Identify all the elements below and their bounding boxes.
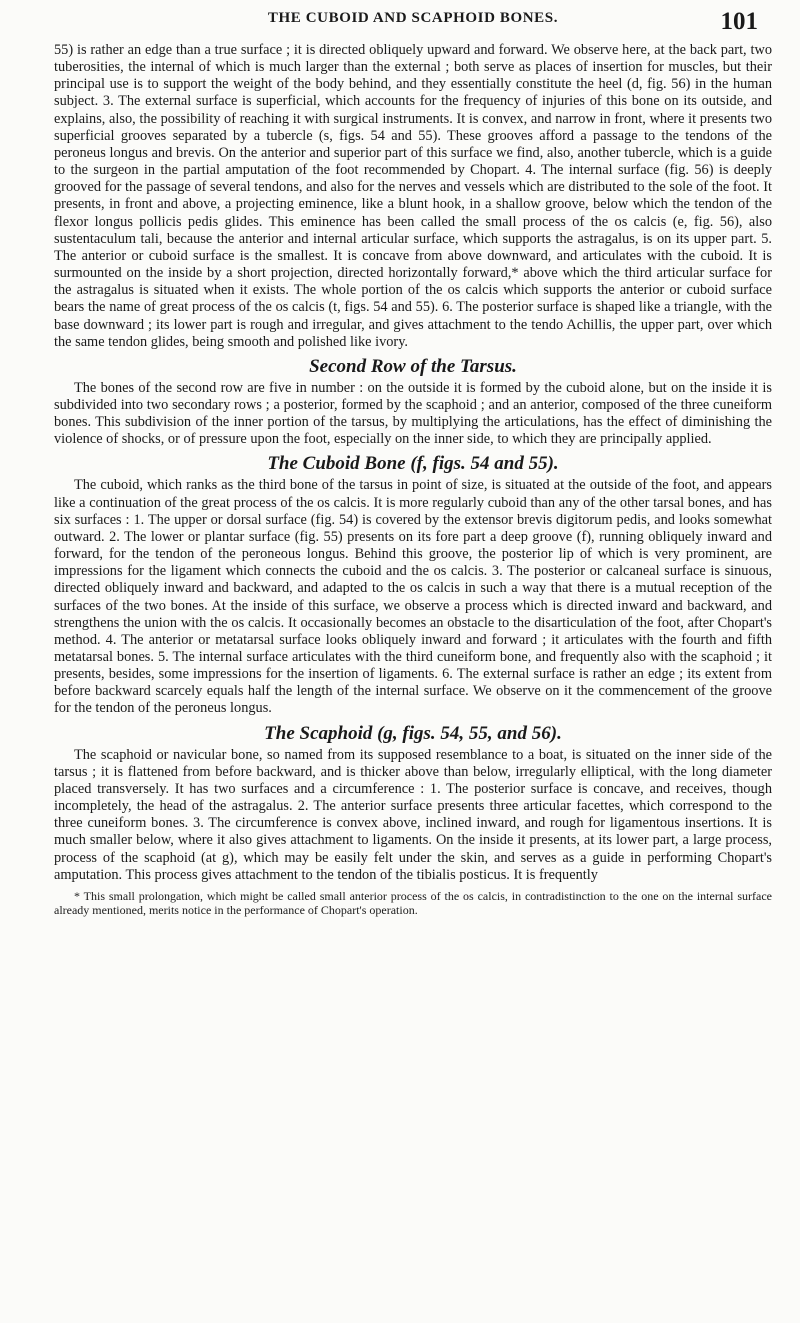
paragraph-os-calcis-continued: 55) is rather an edge than a true surface ; it is directed obliquely upward and forward. We observe here, at the back part, two tuberosities, the internal of which is much larger than the external ; both serve as places of insertion for muscles, but their principal use is to support the weight of the body behind, and they essentially constitute the heel (d, fig. 56) in the human subject. 3. The external surface is superficial, which accounts for the frequency of injuries of this bone on its outside, and explains, also, the possibility of reaching it with surgical instruments. It is convex, and narrow in front, where it presents two superficial grooves separated by a tubercle (s, figs. 54 and 55). These grooves afford a passage to the tendons of the peroneus longus and brevis. On the anterior and superior part of this surface we find, also, another tubercle, which is a guide to the surgeon in the partial amputation of the foot recommended by Chopart. 4. The internal surface (fig. 56) is deeply grooved for the passage of several tendons, and also for the nerves and vessels which are distributed to the sole of the foot. It presents, in front and above, a projecting eminence, like a blunt hook, in a shallow groove, below which the tendon of the flexor longus pollicis pedis glides. This eminence has been called the small process of the os calcis (e, fig. 56), also sustentaculum tali, because the anterior and internal articular surface, which supports the astragalus, is on its upper part. 5. The anterior or cuboid surface is the smallest. It is concave from above downward, and articulates with the cuboid. It is surmounted on the inside by a short projection, directed horizontally forward,* above which the third articular surface for the astragalus is situated when it exists. The whole portion of the os calcis which supports the anterior or cuboid surface bears the name of great process of the os calcis (t, figs. 54 and 55). 6. The posterior surface is shaped like a triangle, with the base downward ; its lower part is rough and irregular, and gives attachment to the tendo Achillis, the upper part, over which the same tendon glides, being smooth and polished like ivory. <box>54 42 772 350</box>
heading-cuboid-bone: The Cuboid Bone (f, figs. 54 and 55). <box>267 453 559 475</box>
footnote: * This small prolongation, which might be called small anterior process of the os calcis, in contradistinction to the one on the internal surface already mentioned, merits notice in the performance of Chopart's operation. <box>54 888 772 917</box>
paragraph-second-row: The bones of the second row are five in number : on the outside it is formed by the cuboid alone, but on the inside it is subdivided into two secondary rows ; a posterior, formed by the scaphoid ; and an anterior, composed of the three cuneiform bones. This subdivision of the inner portion of the tarsus, by multiplying the articulations, has the effect of diminishing the violence of shocks, or of pressure upon the foot, especially on the inner side, to which they are principally applied. <box>54 379 772 448</box>
heading-scaphoid: The Scaphoid (g, figs. 54, 55, and 56). <box>264 722 562 744</box>
page-number: 101 <box>720 8 758 35</box>
paragraph-scaphoid: The scaphoid or navicular bone, so named from its supposed resemblance to a boat, is situated on the inner side of the tarsus ; it is flattened from before backward, and is thicker above than below, irregularly elliptical, with the long diameter placed transversely. It has two surfaces and a circumference : 1. The posterior surface is concave, and receives, though incompletely, the head of the astragalus. 2. The anterior surface presents three articular facettes, which correspond to the three cuneiform bones. 3. The circumference is convex above, inclined inward, and rough for ligamentous insertions. It is much smaller below, where it also gives attachment to ligaments. On the inside it presents, at its lower part, a large process, process of the scaphoid (at g), which may be easily felt under the skin, and serves as a guide in performing Chopart's amputation. This process gives attachment to the tendon of the tibialis posticus. It is frequently <box>54 746 772 883</box>
running-head <box>54 8 772 42</box>
paragraph-cuboid-bone: The cuboid, which ranks as the third bone of the tarsus in point of size, is situated at the outside of the foot, and appears like a continuation of the great process of the os calcis. It is more regularly cuboid than any of the other tarsal bones, and has six surfaces : 1. The upper or dorsal surface (fig. 54) is covered by the extensor brevis digitorum pedis, and looks somewhat outward. 2. The lower or plantar surface (fig. 55) presents on its fore part a deep groove (f), running obliquely inward and forward, for the tendon of the peroneous longus. Behind this groove, the posterior lip of which is very prominent, are impressions for the ligament which connects the cuboid and the os calcis. 3. The posterior or calcaneal surface is sinuous, directed obliquely inward and backward, and adapted to the os calcis in such a way that there is a mutual reception of the surfaces of the two bones. At the inside of this surface, we observe a process which is directed inward and backward, and strengthens the union with the os calcis. It occasionally becomes an obstacle to the disarticulation of the foot, after Chopart's method. 4. The anterior or metatarsal surface looks obliquely inward and forward ; it articulates with the fourth and fifth metatarsal bones. 5. The internal surface articulates with the third cuneiform bone, and frequently also with the scaphoid ; it presents, besides, some impressions for the insertion of ligaments. 6. The external surface is rather an edge ; its extent from before backward scarcely equals half the length of the internal surface. We observe on it the commencement of the groove for the tendon of the peroneus longus. <box>54 477 772 717</box>
page-body <box>54 42 772 917</box>
heading-second-row: Second Row of the Tarsus. <box>309 355 517 377</box>
running-title: THE CUBOID AND SCAPHOID BONES. <box>267 10 559 26</box>
